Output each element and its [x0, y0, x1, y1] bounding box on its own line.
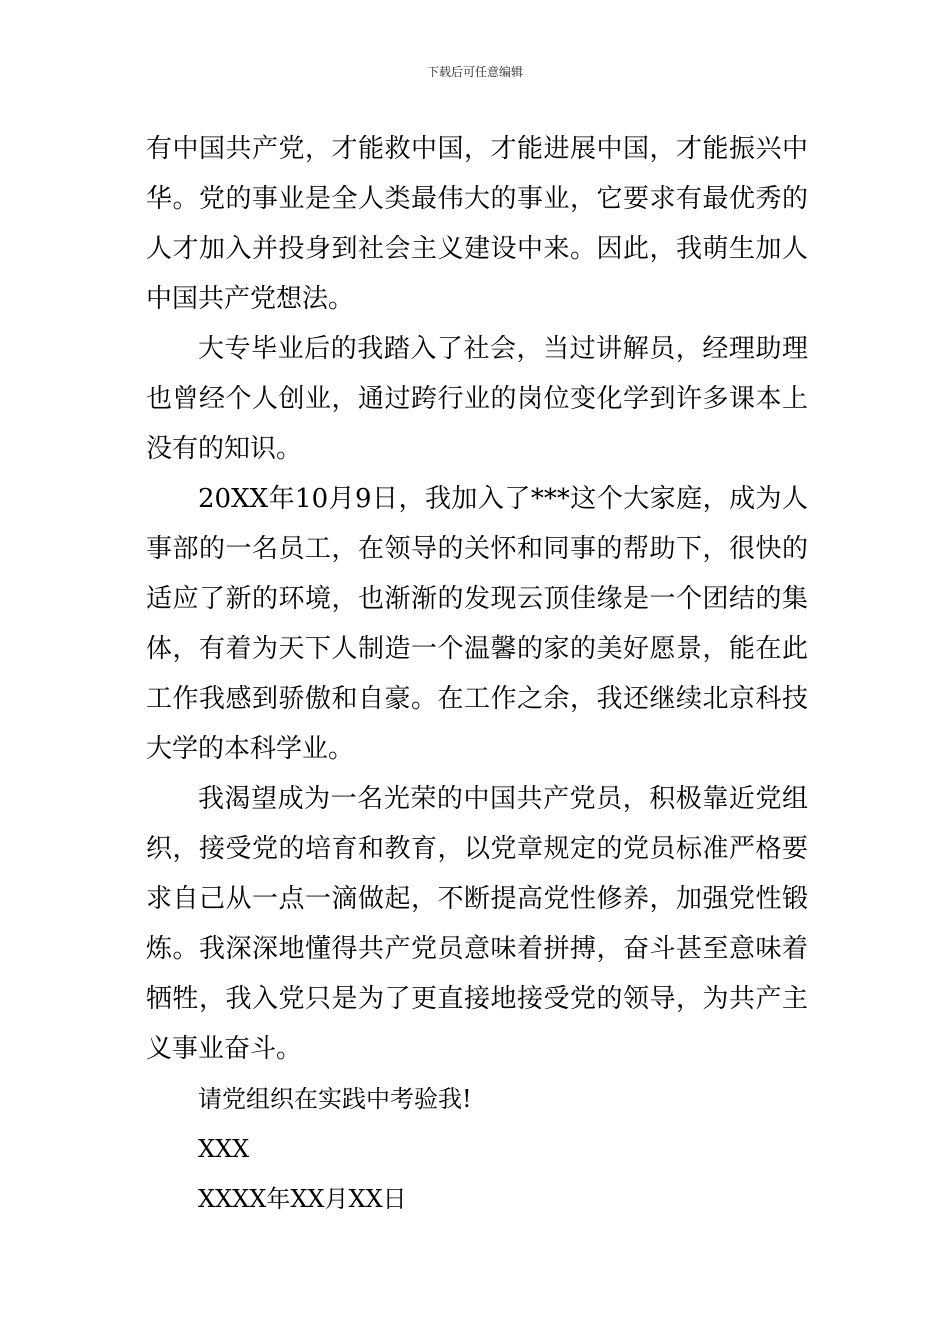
paragraph-4: 我渴望成为一名光荣的中国共产党员，积极靠近党组织，接受党的培育和教育，以党章规定的党员标准严格要求自己从一点一滴做起，不断提高党性修养，加强党性锻炼。我深深地懂得共产党员意味着拼搏，奋斗甚至意味着牺牲，我入党只是为了更直接地接受党的领导，为共产主义事业奋斗。 — [146, 784, 808, 1064]
paragraph-2: 大专毕业后的我踏入了社会，当过讲解员，经理助理也曾经个人创业，通过跨行业的岗位变化学到许多课本上没有的知识。 — [146, 334, 808, 464]
closing-line: 请党组织在实践中考验我! — [198, 1085, 472, 1113]
signature: XXX — [198, 1135, 250, 1163]
paragraph-1: 有中国共产党，才能救中国，才能进展中国，才能振兴中华。党的事业是全人类最伟大的事业，它要求有最优秀的人才加入并投身到社会主义建设中来。因此，我萌生加人中国共产党想法。 — [146, 134, 808, 314]
page-header-note: 下载后可任意编辑 — [426, 65, 523, 79]
document-body — [146, 124, 808, 1224]
date-line: XXXX年XX月XX日 — [198, 1185, 407, 1213]
paragraph-3: 20XX年10月9日，我加入了***这个大家庭，成为人事部的一名员工，在领导的关怀和同事的帮助下，很快的适应了新的环境，也渐渐的发现云顶佳缘是一个团结的集体，有着为天下人制造一个温馨的家的美好愿景，能在此工作我感到骄傲和自豪。在工作之余，我还继续北京科技大学的本科学业。 — [146, 484, 808, 764]
